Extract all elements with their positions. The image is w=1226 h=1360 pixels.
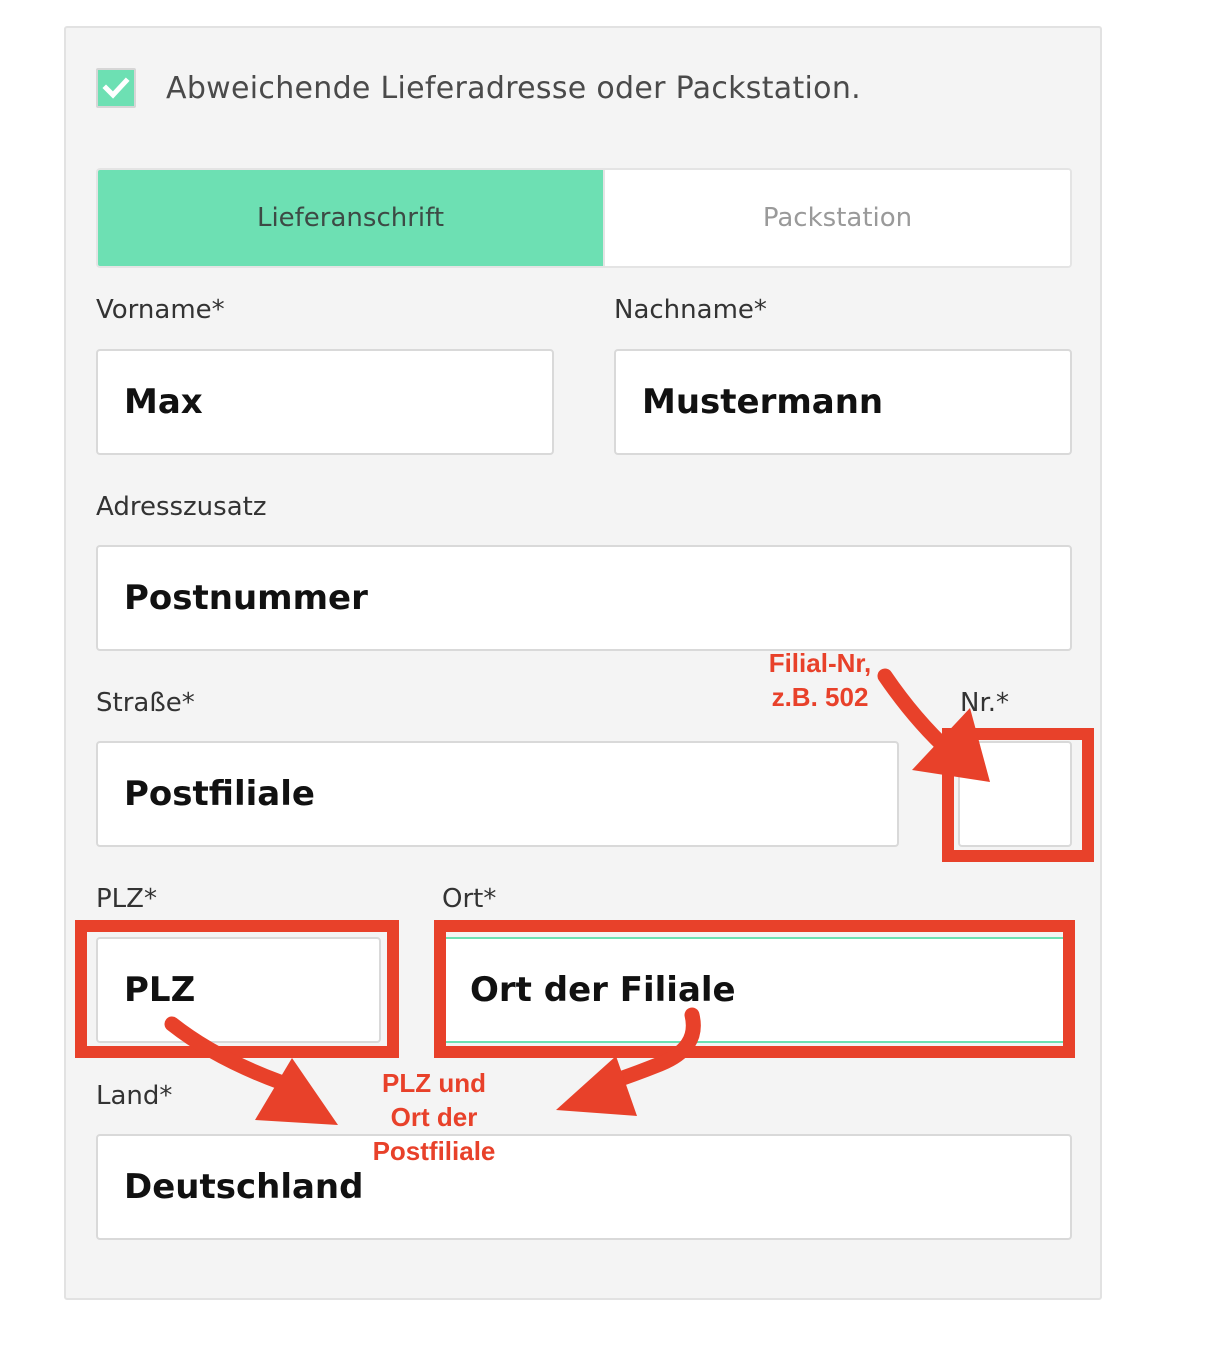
adresszusatz-label: Adresszusatz	[96, 492, 267, 522]
arrow-from-ort-icon	[556, 1015, 693, 1116]
arrow-from-plz-icon	[172, 1024, 338, 1125]
annotation-line: z.B. 502	[771, 682, 869, 712]
tab-packstation[interactable]: Packstation	[603, 170, 1070, 266]
annotation-line: PLZ und	[382, 1068, 486, 1098]
annotation-line: Ort der	[390, 1102, 478, 1132]
land-label: Land*	[96, 1081, 173, 1111]
plz-label: PLZ*	[96, 884, 157, 914]
filial-nr-annotation	[760, 646, 880, 714]
vorname-label: Vorname*	[96, 295, 225, 325]
plz-ort-annotation	[354, 1066, 514, 1168]
annotation-line: Postfiliale	[372, 1136, 496, 1166]
nachname-label: Nachname*	[614, 295, 767, 325]
arrow-to-nr-icon	[885, 676, 990, 782]
ort-label: Ort*	[442, 884, 497, 914]
annotation-line: Filial-Nr,	[768, 648, 872, 678]
nr-label: Nr.*	[960, 688, 1010, 718]
alternate-address-label: Abweichende Lieferadresse oder Packstation.	[166, 71, 861, 106]
tab-lieferanschrift[interactable]: Lieferanschrift	[98, 170, 603, 266]
strasse-label: Straße*	[96, 688, 195, 718]
